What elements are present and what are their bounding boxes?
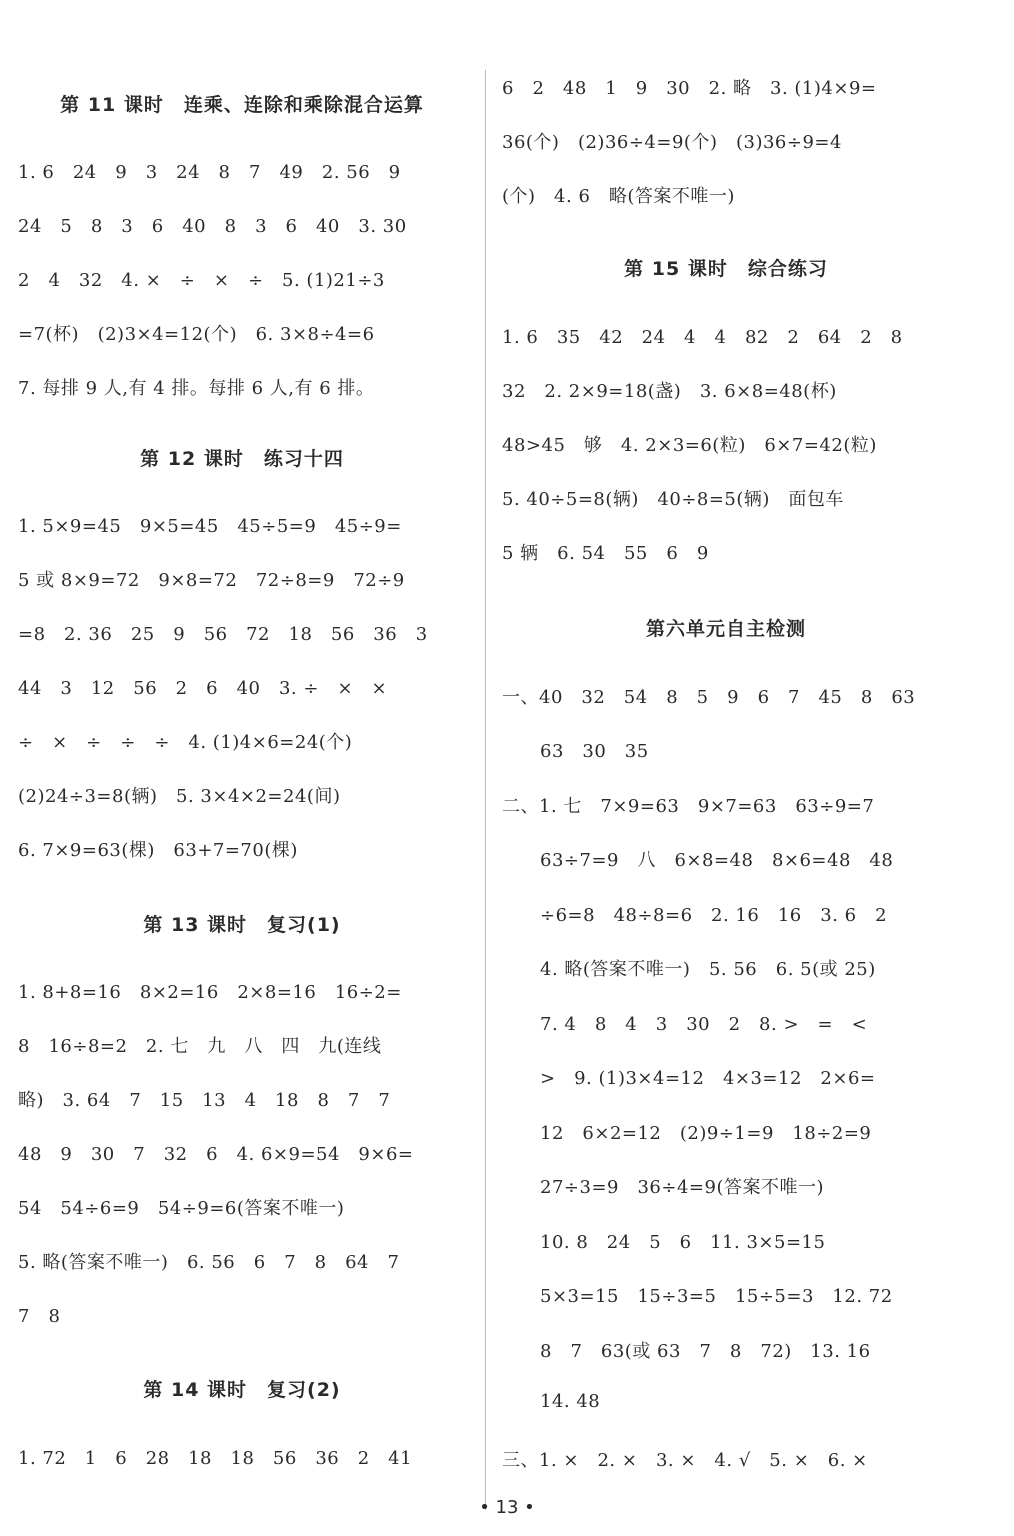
answer-line: 7 8 bbox=[18, 1306, 61, 1327]
answer-line: 7. 每排 9 人,有 4 排。每排 6 人,有 6 排。 bbox=[18, 378, 375, 399]
answer-line: 6 2 48 1 9 30 2. 略 3. (1)4×9= bbox=[502, 78, 877, 99]
answer-line: > 9. (1)3×4=12 4×3=12 2×6= bbox=[540, 1068, 876, 1089]
answer-line: 二、1. 七 7×9=63 9×7=63 63÷9=7 bbox=[502, 796, 875, 817]
answer-line: 2 4 32 4. × ÷ × ÷ 5. (1)21÷3 bbox=[18, 270, 385, 291]
answer-line: 5. 40÷5=8(辆) 40÷8=5(辆) 面包车 bbox=[502, 489, 844, 510]
answer-line: 略) 3. 64 7 15 13 4 18 8 7 7 bbox=[18, 1090, 391, 1111]
answer-line: (2)24÷3=8(辆) 5. 3×4×2=24(间) bbox=[18, 786, 341, 807]
answer-line: 8 16÷8=2 2. 七 九 八 四 九(连线 bbox=[18, 1036, 382, 1057]
answer-line: 4. 略(答案不唯一) 5. 56 6. 5(或 25) bbox=[540, 959, 876, 980]
lesson-15-heading: 第 15 课时 综合练习 bbox=[624, 258, 828, 280]
unit-6-test-heading: 第六单元自主检测 bbox=[645, 618, 806, 640]
answer-line: =7(杯) (2)3×4=12(个) 6. 3×8÷4=6 bbox=[18, 324, 375, 345]
answer-line: 27÷3=9 36÷4=9(答案不唯一) bbox=[540, 1177, 824, 1198]
answer-line: 5. 略(答案不唯一) 6. 56 6 7 8 64 7 bbox=[18, 1252, 400, 1273]
lesson-13-heading: 第 13 课时 复习(1) bbox=[143, 914, 341, 936]
answer-line: 5 辆 6. 54 55 6 9 bbox=[502, 543, 709, 564]
answer-line: 1. 6 35 42 24 4 4 82 2 64 2 8 bbox=[502, 327, 903, 348]
column-divider bbox=[485, 70, 486, 1510]
answer-line: 6. 7×9=63(棵) 63+7=70(棵) bbox=[18, 840, 298, 861]
lesson-11-heading: 第 11 课时 连乘、连除和乘除混合运算 bbox=[60, 94, 424, 116]
answer-line: 1. 72 1 6 28 18 18 56 36 2 41 bbox=[18, 1448, 413, 1469]
answer-line: =8 2. 36 25 9 56 72 18 56 36 3 bbox=[18, 624, 428, 645]
answer-line: 1. 6 24 9 3 24 8 7 49 2. 56 9 bbox=[18, 162, 401, 183]
answer-line: 一、40 32 54 8 5 9 6 7 45 8 63 bbox=[502, 687, 916, 708]
answer-line: ÷ × ÷ ÷ ÷ 4. (1)4×6=24(个) bbox=[18, 732, 353, 753]
answer-line: 10. 8 24 5 6 11. 3×5=15 bbox=[540, 1232, 826, 1253]
answer-line: ÷6=8 48÷8=6 2. 16 16 3. 6 2 bbox=[540, 905, 888, 926]
answer-line: 8 7 63(或 63 7 8 72) 13. 16 bbox=[540, 1341, 871, 1362]
lesson-14-heading: 第 14 课时 复习(2) bbox=[143, 1379, 341, 1401]
answer-line: 48 9 30 7 32 6 4. 6×9=54 9×6= bbox=[18, 1144, 414, 1165]
answer-line: 63÷7=9 八 6×8=48 8×6=48 48 bbox=[540, 850, 894, 871]
answer-line: 三、1. × 2. × 3. × 4. √ 5. × 6. × bbox=[502, 1450, 868, 1471]
answer-line: 48>45 够 4. 2×3=6(粒) 6×7=42(粒) bbox=[502, 435, 877, 456]
answer-line: 44 3 12 56 2 6 40 3. ÷ × × bbox=[18, 678, 388, 699]
answer-line: 5×3=15 15÷3=5 15÷5=3 12. 72 bbox=[540, 1286, 893, 1307]
answer-line: 7. 4 8 4 3 30 2 8. > = < bbox=[540, 1014, 868, 1035]
answer-line: (个) 4. 6 略(答案不唯一) bbox=[502, 186, 735, 207]
answer-line: 24 5 8 3 6 40 8 3 6 40 3. 30 bbox=[18, 216, 407, 237]
answer-line: 1. 5×9=45 9×5=45 45÷5=9 45÷9= bbox=[18, 516, 402, 537]
answer-line: 1. 8+8=16 8×2=16 2×8=16 16÷2= bbox=[18, 982, 402, 1003]
answer-line: 54 54÷6=9 54÷9=6(答案不唯一) bbox=[18, 1198, 345, 1219]
answer-line: 12 6×2=12 (2)9÷1=9 18÷2=9 bbox=[540, 1123, 872, 1144]
answer-line: 63 30 35 bbox=[540, 741, 649, 762]
answer-line: 36(个) (2)36÷4=9(个) (3)36÷9=4 bbox=[502, 132, 842, 153]
answer-line: 5 或 8×9=72 9×8=72 72÷8=9 72÷9 bbox=[18, 570, 405, 591]
page-number: • 13 • bbox=[479, 1497, 535, 1518]
answer-line: 32 2. 2×9=18(盏) 3. 6×8=48(杯) bbox=[502, 381, 837, 402]
lesson-12-heading: 第 12 课时 练习十四 bbox=[140, 448, 344, 470]
answer-line: 14. 48 bbox=[540, 1391, 601, 1412]
